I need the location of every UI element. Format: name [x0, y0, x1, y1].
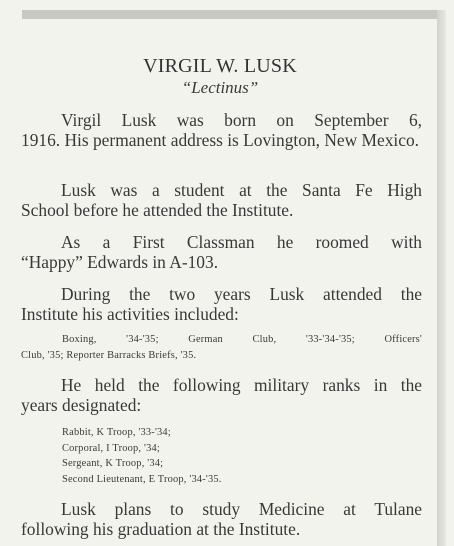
activities-intro-paragraph [21, 285, 422, 324]
birth-paragraph [21, 111, 422, 150]
school-paragraph-rest: School before he attended the Institute. [21, 199, 294, 220]
school-paragraph-first-line: Lusk was a student at the Santa Fe High [61, 180, 422, 200]
top-border-rule [22, 10, 446, 19]
plans-paragraph-first-line: Lusk plans to study Medicine at Tulane [61, 499, 422, 519]
ranks-intro-paragraph [21, 376, 422, 415]
rank-item: Sergeant, K Troop, '34; [62, 458, 164, 469]
roommate-paragraph-first-line: As a First Classman he roomed with [61, 232, 422, 252]
activities-line-1: Boxing, '34-'35; German Club, '33-'34-'35; Officers' [62, 334, 422, 345]
student-name: VIRGIL W. LUSK [143, 55, 297, 77]
plans-paragraph-rest: following his graduation at the Institute. [21, 518, 301, 539]
activities-intro-rest: Institute his activities included: [21, 303, 239, 324]
activities-intro-first-line: During the two years Lusk attended the [61, 284, 422, 304]
rank-item: Rabbit, K Troop, '33-'34; [62, 427, 171, 438]
student-nickname: “Lectinus” [181, 78, 259, 97]
military-ranks-list [62, 425, 362, 487]
school-paragraph [21, 181, 422, 220]
birth-paragraph-rest: 1916. His permanent address is Lovington, New Mexico. [21, 129, 419, 150]
ranks-intro-rest: years designated: [21, 394, 142, 415]
roommate-paragraph [21, 233, 422, 272]
activities-list [21, 332, 422, 364]
ranks-intro-first-line: He held the following military ranks in the [61, 375, 422, 395]
activities-line-2: Club, '35; Reporter Barracks Briefs, '35. [21, 350, 197, 361]
roommate-paragraph-rest: “Happy” Edwards in A-103. [21, 251, 219, 272]
rank-item: Second Lieutenant, E Troop, '34-'35. [62, 473, 222, 485]
plans-paragraph [21, 500, 422, 539]
birth-paragraph-first-line: Virgil Lusk was born on September 6, [61, 110, 422, 130]
rank-item: Corporal, I Troop, '34; [62, 442, 160, 454]
